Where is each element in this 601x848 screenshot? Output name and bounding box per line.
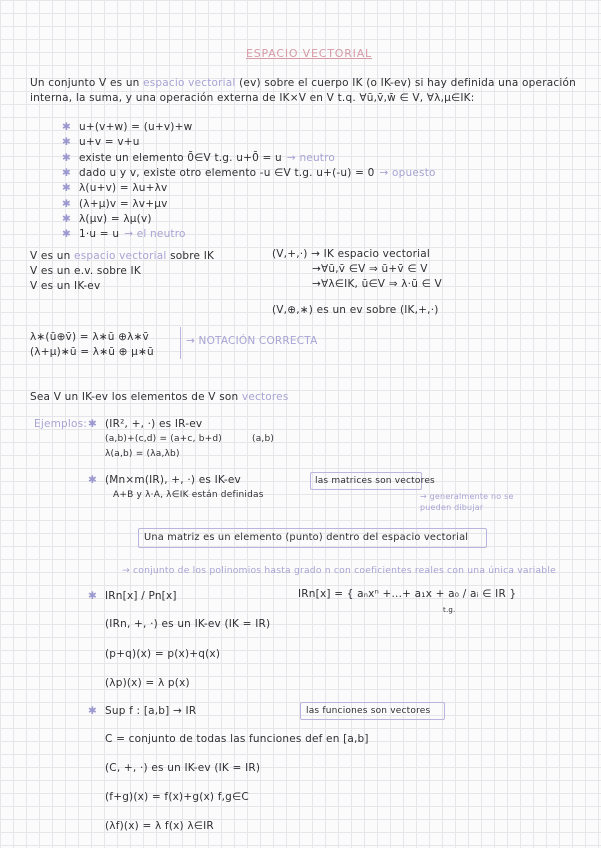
equiv-text: V es un [30, 250, 71, 262]
axiom-item [62, 198, 168, 210]
bullet-star-icon: ✱ [62, 136, 71, 149]
axiom-text: dado u y v, existe otro elemento -u ∈V t.g. u+(-u) = 0 [79, 166, 375, 179]
definition-line-1 [30, 77, 576, 89]
bullet-star-icon: ✱ [62, 121, 71, 133]
definition-line-2: interna, la suma, y una operación externa de IK×V en V t.q. ∀ū,v̄,w̄ ∈ V, ∀λ,μ∈IK: [30, 92, 475, 104]
functions-set: C = conjunto de todas las funciones def en [a,b] [105, 733, 369, 745]
example-poly [88, 590, 177, 602]
poly-set-definition: IRn[x] = { aₙxⁿ +...+ a₁x + a₀ / aᵢ ∈ IR } [298, 588, 517, 600]
poly-sum: (p+q)(x) = p(x)+q(x) [105, 648, 221, 660]
sea-text: Sea V un IK-ev los elementos de V son [30, 391, 239, 403]
axiom-text: λ(u+v) = λu+λv [79, 182, 168, 195]
axiom-note: → neutro [286, 151, 336, 164]
axiom-text: u+v = v+u [79, 136, 140, 149]
notation-divider [180, 327, 181, 359]
equiv-term: espacio vectorial [74, 250, 167, 262]
definition-term: espacio vectorial [143, 77, 236, 89]
functions-scalar: (λf)(x) = λ f(x) λ∈IR [105, 820, 214, 832]
closure-scalar: →∀λ∈IK, ū∈V ⇒ λ·ū ∈ V [312, 278, 442, 290]
vs-definition: (V,+,·) → IK espacio vectorial [272, 248, 431, 260]
bullet-star-icon: ✱ [62, 182, 71, 195]
axiom-item [62, 152, 335, 164]
notation-line-1: λ∗(ū⊕v̄) = λ∗ū ⊕λ∗v̄ [30, 331, 149, 343]
poly-tg: t.g. [443, 606, 456, 614]
bullet-star-icon: ✱ [88, 474, 97, 486]
axiom-text: existe un elemento 0̄∈V t.g. u+0̄ = u [79, 151, 282, 164]
functions-box-text: las funciones son vectores [306, 706, 431, 716]
functions-ev: (C, +, ·) es un IK-ev (IK = IR) [105, 762, 261, 774]
example-functions [88, 705, 196, 717]
equiv-line-3: V es un IK-ev [30, 280, 101, 292]
closure-sum: →∀ū,v̄ ∈V ⇒ ū+v̄ ∈ V [312, 263, 428, 275]
sea-term: vectores [241, 391, 289, 403]
example-poly-head: IRn[x] / Pn[x] [105, 590, 177, 602]
poly-scalar: (λp)(x) = λ p(x) [105, 677, 190, 689]
notation-note: → NOTACIÓN CORRECTA [186, 335, 318, 347]
poly-note: → conjunto de los polinomios hasta grado n con coeficientes reales con una única variable [122, 565, 556, 576]
axiom-text: 1·u = u [79, 228, 120, 241]
matrices-box-text: las matrices son vectores [315, 476, 435, 486]
definition-text-cont: (ev) sobre el cuerpo IK (o IK-ev) si hay definida una operación [239, 77, 576, 89]
axiom-item [62, 136, 140, 148]
example-matrices-ops: A+B y λ·A, λ∈IK están definidas [113, 490, 264, 500]
bullet-star-icon: ✱ [62, 151, 71, 164]
axiom-item [62, 121, 192, 133]
matrices-note: → generalmente no se pueden dibujar [420, 492, 514, 512]
example-r2 [88, 418, 202, 430]
custom-ops-statement: (V,⊕,∗) es un ev sobre (IK,+,·) [272, 304, 439, 316]
axiom-item [62, 213, 152, 225]
example-functions-head: Sup f : [a,b] → IR [105, 705, 197, 717]
notation-line-2: (λ+μ)∗ū = λ∗ū ⊕ μ∗ū [30, 346, 154, 358]
bullet-star-icon: ✱ [88, 418, 97, 430]
equiv-line-1 [30, 250, 214, 262]
equiv-line-2: V es un e.v. sobre IK [30, 265, 141, 277]
matrix-definition-text: Una matriz es un elemento (punto) dentro del espacio vectorial [144, 532, 469, 543]
axiom-text: u+(v+w) = (u+v)+w [79, 121, 193, 133]
functions-sum: (f+g)(x) = f(x)+g(x) f,g∈C [105, 791, 249, 803]
example-matrices-head: (Mn×m(IR), +, ·) es IK-ev [105, 474, 241, 486]
definition-text: Un conjunto V es un [30, 77, 140, 89]
poly-ev: (IRn, +, ·) es un IK-ev (IK = IR) [105, 618, 271, 630]
example-matrices [88, 474, 241, 486]
axiom-item [62, 228, 186, 240]
axiom-text: (λ+μ)v = λv+μv [79, 197, 168, 210]
bullet-star-icon: ✱ [62, 166, 71, 179]
bullet-star-icon: ✱ [62, 228, 71, 241]
axiom-item [62, 167, 436, 179]
examples-label: Ejemplos: [34, 418, 88, 430]
example-r2-point: (a,b) [252, 434, 275, 444]
sea-statement [30, 391, 289, 403]
equiv-text-cont: sobre IK [170, 250, 215, 262]
bullet-star-icon: ✱ [88, 705, 97, 717]
bullet-star-icon: ✱ [88, 590, 97, 602]
example-r2-sum: (a,b)+(c,d) = (a+c, b+d) [105, 434, 222, 444]
example-r2-scalar: λ(a,b) = (λa,λb) [105, 449, 180, 459]
page-title: ESPACIO VECTORIAL [246, 47, 372, 60]
axiom-note: → el neutro [124, 228, 186, 241]
bullet-star-icon: ✱ [62, 197, 71, 210]
axiom-text: λ(μv) = λμ(v) [79, 212, 152, 225]
axiom-note: → opuesto [379, 166, 436, 179]
axiom-item [62, 182, 167, 194]
example-r2-head: (IR², +, ·) es IR-ev [105, 418, 203, 430]
bullet-star-icon: ✱ [62, 212, 71, 225]
